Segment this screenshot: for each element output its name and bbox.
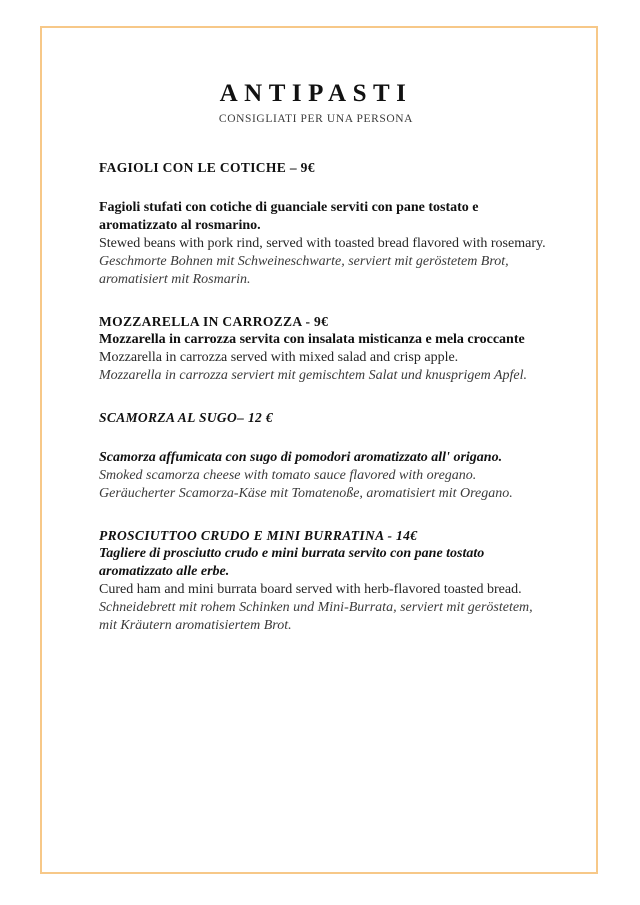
page-title: ANTIPASTI (219, 80, 413, 107)
menu-item-description-english: Stewed beans with pork rind, served with toasted bread flavored with rosemary. (99, 236, 546, 252)
menu-item-description-english: Smoked scamorza cheese with tomato sauce flavored with oregano. (99, 467, 477, 483)
menu-item-description-german: Schneidebrett mit rohem Schinken und Mini-Burrata, serviert mit geröstetem, mit Kräutern aromatisiertem Brot. (99, 599, 533, 633)
menu-content (99, 80, 551, 659)
menu-item-heading: SCAMORZA AL SUGO– 12 € (99, 409, 273, 425)
menu-item (99, 527, 551, 635)
menu-item-description-english: Mozzarella in carrozza served with mixed salad and crisp apple. (99, 350, 459, 366)
menu-item-description-italian: Tagliere di prosciutto crudo e mini burrata servito con pane tostato aromatizzato alle erbe. (99, 545, 485, 579)
menu-item (99, 313, 551, 385)
menu-item-description-italian: Fagioli stufati con cotiche di guanciale serviti con pane tostato e aromatizzato al rosmarino. (99, 200, 479, 234)
menu-item-description-german: Geräucherter Scamorza-Käse mit Tomatenoße, aromatisiert mit Oregano. (99, 485, 513, 501)
menu-item-description-english: Cured ham and mini burrata board served with herb-flavored toasted bread. (99, 581, 522, 597)
menu-item-heading: FAGIOLI CON LE COTICHE – 9€ (99, 160, 315, 176)
menu-header (99, 80, 551, 125)
menu-item (99, 409, 551, 503)
menu-item-heading: PROSCIUTTOO CRUDO E MINI BURRATINA - 14€ (99, 527, 418, 543)
menu-item (99, 159, 551, 289)
page-subtitle: CONSIGLIATI PER UNA PERSONA (218, 112, 414, 125)
menu-item-heading: MOZZARELLA IN CARROZZA - 9€ (99, 313, 329, 329)
menu-item-description-italian: Mozzarella in carrozza servita con insalata misticanza e mela croccante (99, 332, 525, 348)
menu-item-description-german: Geschmorte Bohnen mit Schweineschwarte, serviert mit geröstetem Brot, aromatisiert mit Rosmarin. (99, 254, 509, 287)
menu-item-description-italian: Scamorza affumicata con sugo di pomodori aromatizzato all' origano. (99, 450, 503, 466)
menu-item-description-german: Mozzarella in carrozza serviert mit gemischtem Salat und knusprigem Apfel. (99, 367, 527, 383)
